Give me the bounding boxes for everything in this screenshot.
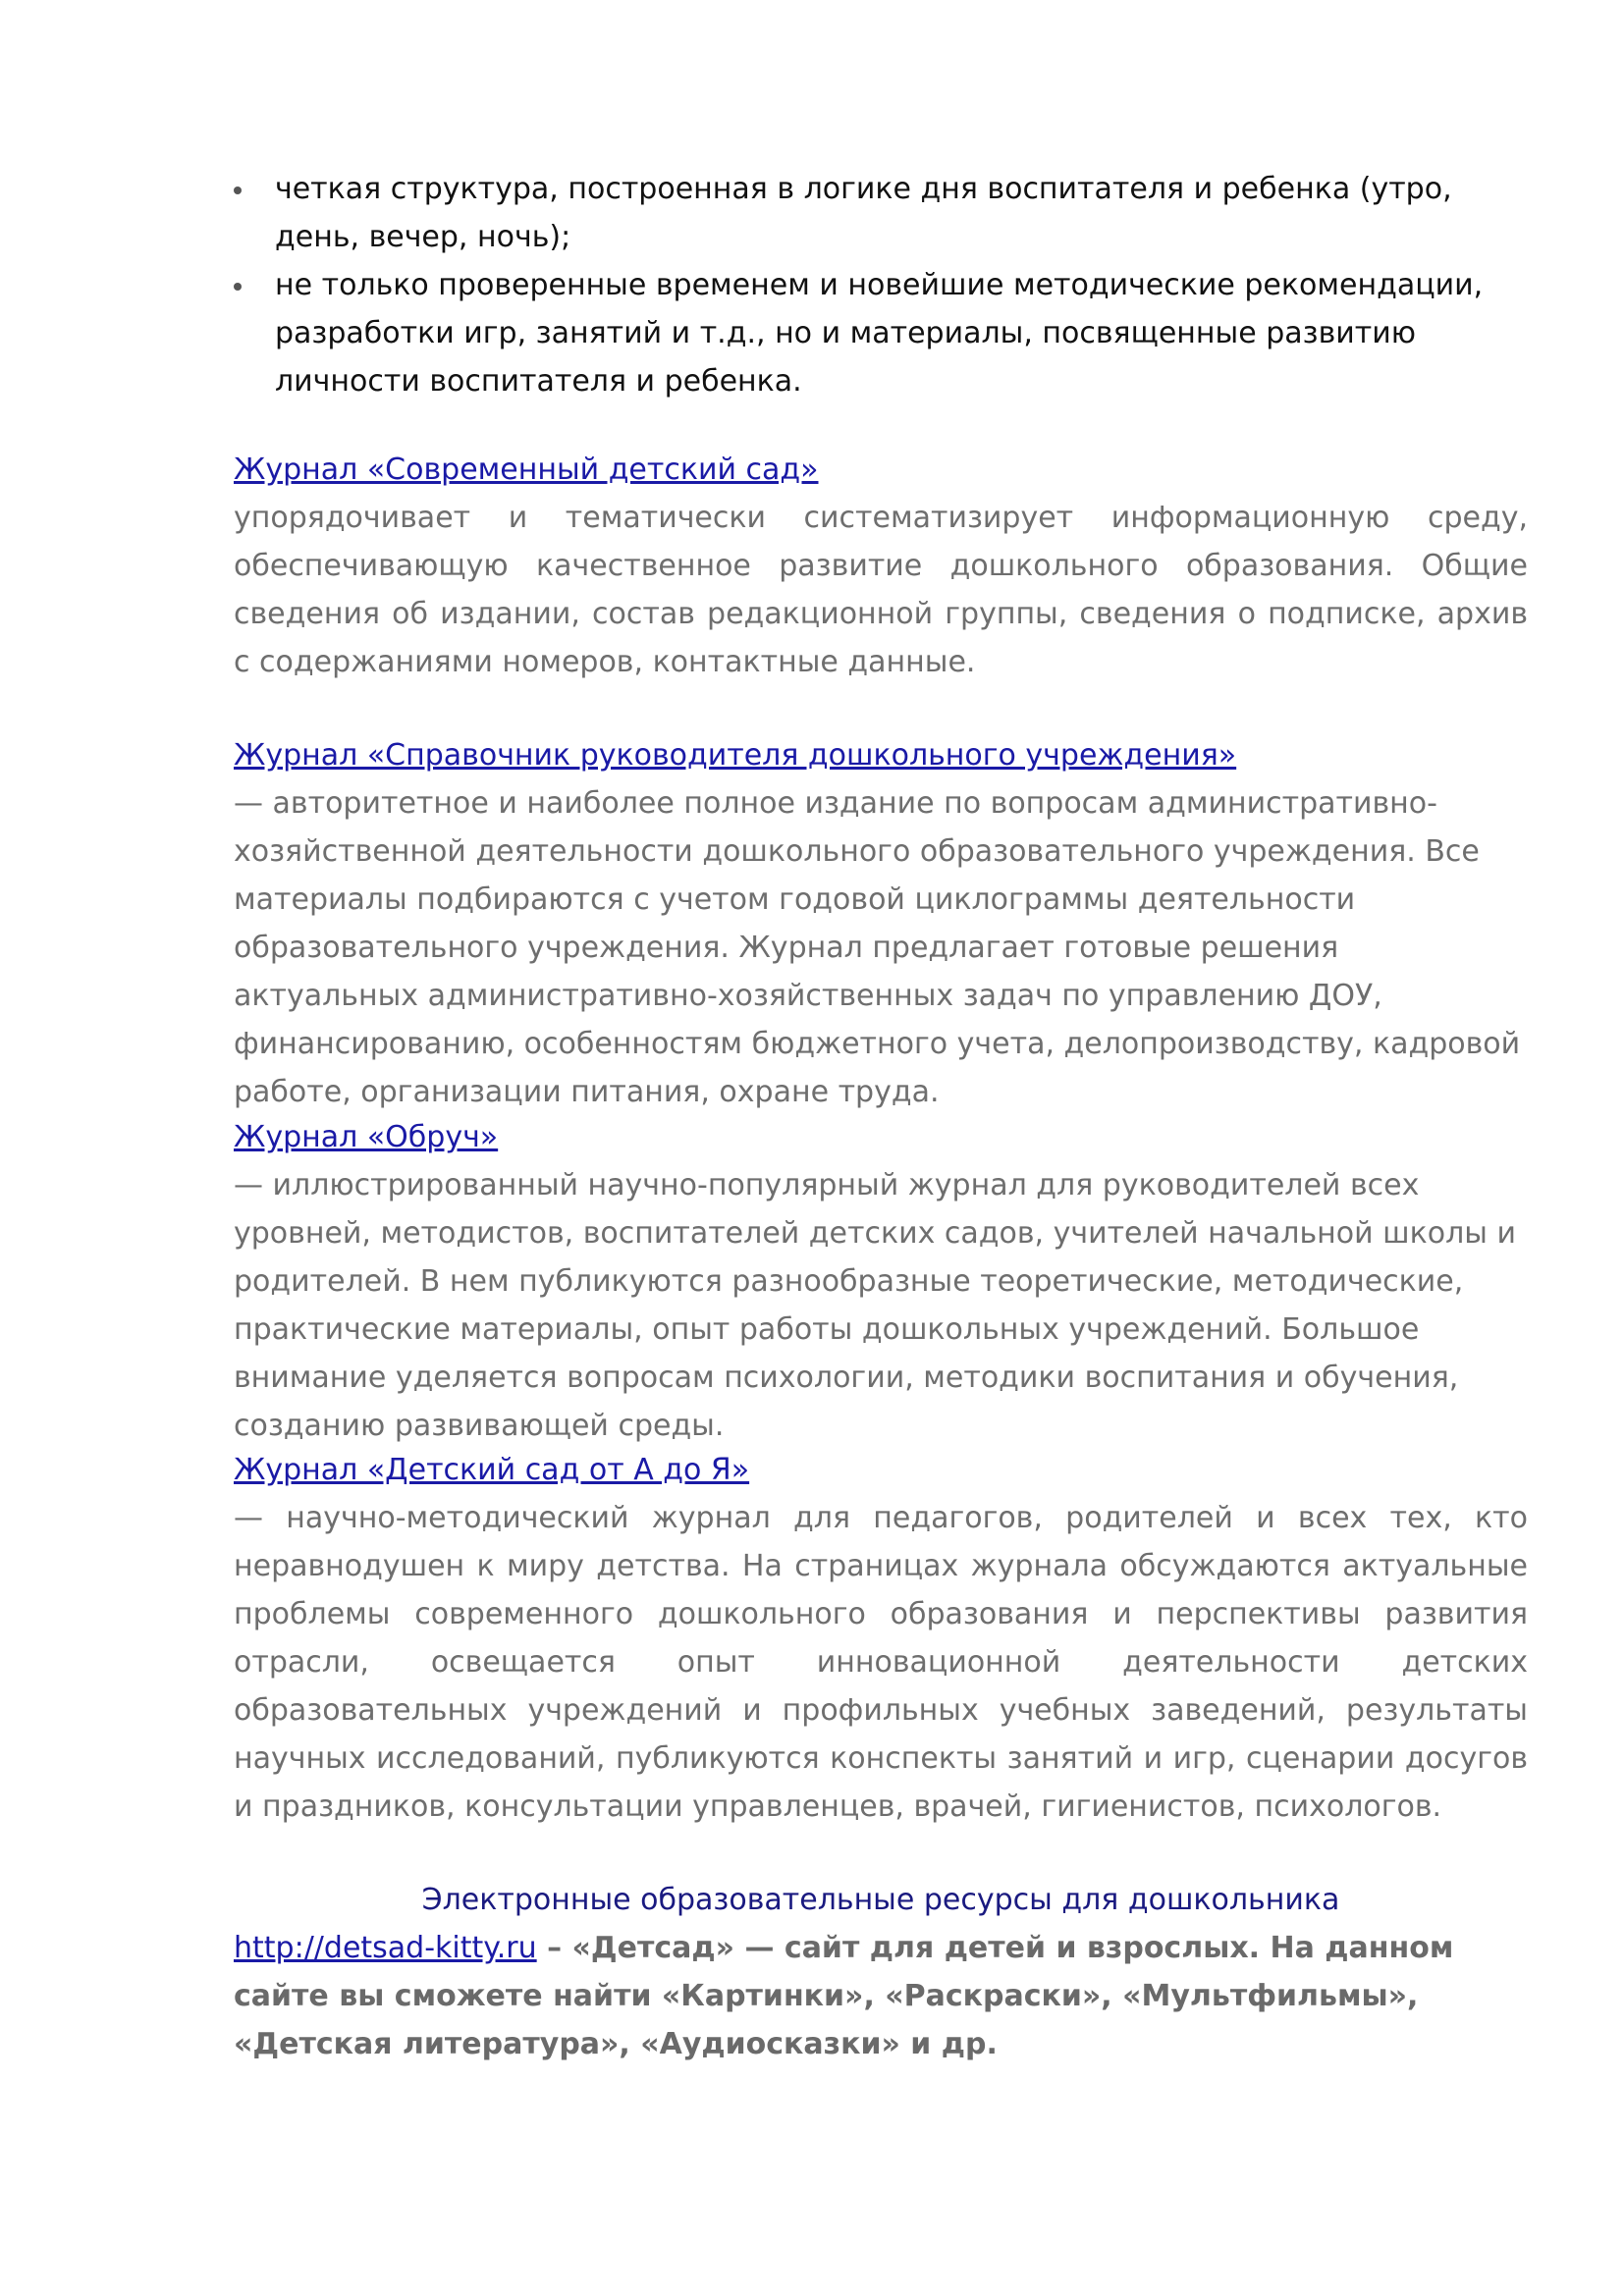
journal-link-detsky-sad[interactable]: Журнал «Детский сад от А до Я» — [234, 1453, 750, 1487]
feature-list — [234, 165, 1530, 405]
list-item — [234, 261, 1530, 405]
list-item — [234, 165, 1530, 261]
resource-entry — [234, 1924, 1528, 2068]
journal-description: упорядочивает и тематически систематизирует информационную среду, обеспечивающую качественное развитие дошкольного образования. Общие сведения об издании, состав редакционной группы, сведения о подписке, архив с содержаниями номеров, контактные данные. — [234, 501, 1528, 679]
journal-link-obruch[interactable]: Журнал «Обруч» — [234, 1120, 499, 1154]
journal-link-sovremenny[interactable]: Журнал «Современный детский сад» — [234, 453, 819, 487]
journal-description: — научно-методический журнал для педагогов, родителей и всех тех, кто неравнодушен к миру детства. На страницах журнала обсуждаются актуальные проблемы современного дошкольного образования и перспективы развития отрасли, освещается опыт инновационной деятельности детских образовательных учреждений и профильных учебных заведений, результаты научных исследований, публикуются конспекты занятий и игр, сценарии досугов и праздников, консультации управленцев, врачей, гигиенистов, психологов. — [234, 1501, 1528, 1824]
journal-link-spravochnik[interactable]: Журнал «Справочник руководителя дошкольного учреждения» — [234, 738, 1237, 773]
resource-description: «Детсад» — сайт для детей и взрослых. На данном сайте вы сможете найти «Картинки», «Раскраски», «Мультфильмы», «Детская литература», «Аудиосказки» и др. — [234, 1931, 1454, 2061]
resource-separator: – — [536, 1931, 572, 1965]
list-item-text: не только проверенные временем и новейшие методические рекомендации, разработки игр, занятий и т.д., но и материалы, посвященные развитию личности воспитателя и ребенка. — [275, 268, 1484, 399]
resource-link[interactable]: http://detsad-kitty.ru — [234, 1931, 537, 1965]
journal-section-spravochnik — [234, 732, 1528, 1116]
bullet-icon — [234, 283, 242, 291]
journal-description: — иллюстрированный научно-популярный журнал для руководителей всех уровней, методистов, воспитателей детских садов, учителей начальной школы и родителей. В нем публикуются разнообразные теоретические, методические, практические материалы, опыт работы дошкольных учреждений. Большое внимание уделяется вопросам психологии, методики воспитания и обучения, созданию развивающей среды. — [234, 1168, 1516, 1443]
resources-heading: Электронные образовательные ресурсы для дошкольника — [421, 1883, 1340, 1917]
list-item-text: четкая структура, построенная в логике дня воспитателя и ребенка (утро, день, вечер, ночь); — [275, 172, 1452, 254]
bullet-icon — [234, 187, 242, 194]
journal-section-detsky-sad — [234, 1447, 1528, 1831]
journal-section-obruch — [234, 1114, 1528, 1450]
journal-description: — авторитетное и наиболее полное издание по вопросам административно-хозяйственной деятельности дошкольного образовательного учреждения. Все материалы подбираются с учетом годовой циклограммы деятельности образовательного учреждения. Журнал предлагает готовые решения актуальных административно-хозяйственных задач по управлению ДОУ, финансированию, особенностям бюджетного учета, делопроизводству, кадровой работе, организации питания, охране труда. — [234, 786, 1521, 1109]
journal-section-sovremenny — [234, 447, 1528, 686]
